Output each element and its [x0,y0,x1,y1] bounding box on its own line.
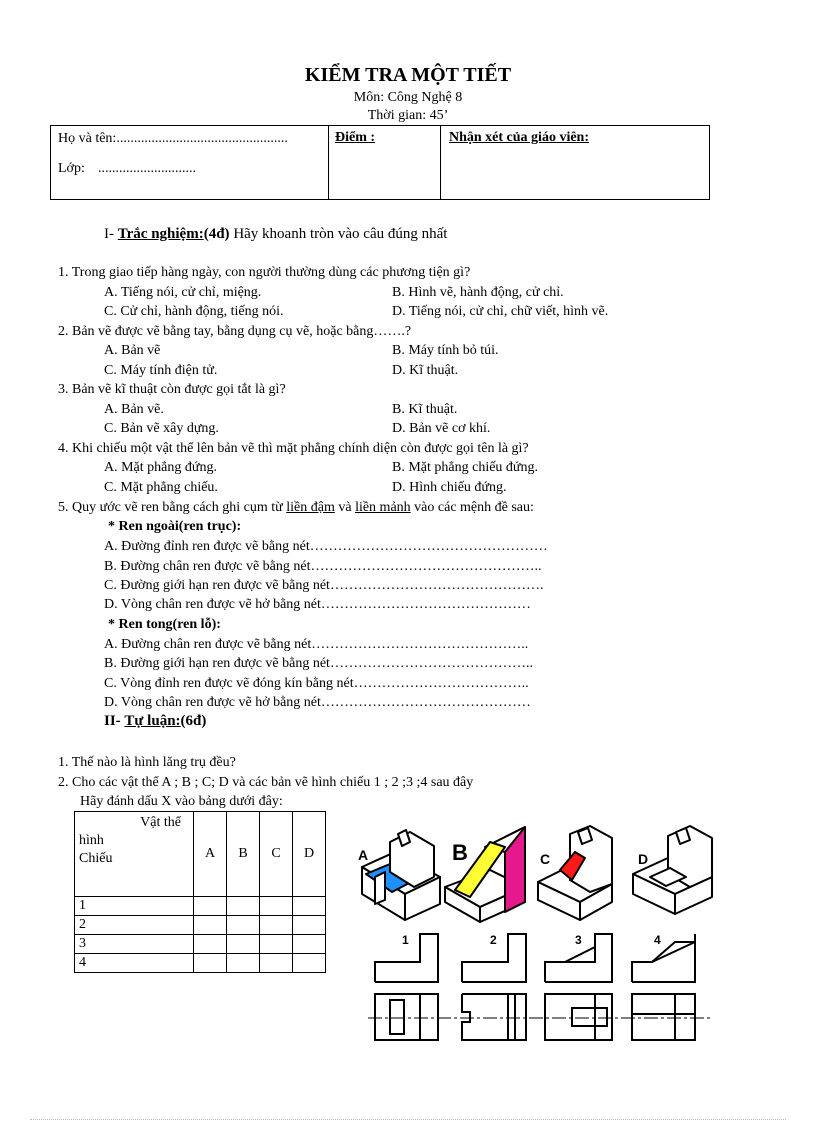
answer-cell[interactable] [260,916,293,935]
answer-option[interactable]: C. Máy tính điện tử. [104,363,218,378]
fill-in-line[interactable]: A. Đường đỉnh ren được vẽ bằng nét…………………………………………… [104,539,548,554]
corner-view-label: hình [79,833,104,848]
page-divider [30,1119,786,1120]
question-text: 2. Bản vẽ được vẽ bằng tay, bằng dụng cụ vẽ, hoặc bằng…….? [58,324,412,339]
student-info-table [50,125,710,200]
question-text: 1. Trong giao tiếp hàng ngày, con người thường dùng các phương tiện gì? [58,265,471,280]
answer-cell[interactable] [260,954,293,973]
answer-cell[interactable] [260,935,293,954]
subject-line: Môn: Công Nghệ 8 [353,90,463,105]
answer-cell[interactable] [227,916,260,935]
part2-heading [104,713,206,730]
answer-cell[interactable] [194,897,227,916]
object-a [362,830,440,920]
class-label: Lớp: [58,161,85,176]
answer-option[interactable]: C. Mặt phẳng chiếu. [104,480,218,495]
answer-option[interactable]: C. Cử chỉ, hành động, tiếng nói. [104,304,284,319]
class-field[interactable]: ............................ [98,161,196,176]
q5-text-part: vào các mệnh đề sau: [414,500,534,515]
answer-cell[interactable] [227,897,260,916]
answer-cell[interactable] [227,935,260,954]
fill-in-line[interactable]: C. Đường giới hạn ren được vẽ bằng nét………………………………………. [104,578,544,593]
view-label: 4 [654,933,661,947]
essay-instruction: Hãy đánh dấu X vào bảng dưới đây: [80,794,283,809]
answer-option[interactable]: B. Hình vẽ, hành động, cử chỉ. [392,285,564,300]
comment-cell [441,126,709,199]
table-row [75,897,326,916]
answer-cell[interactable] [293,916,326,935]
answer-cell[interactable] [194,916,227,935]
corner-object-label: Vật thể [140,815,181,830]
answer-option[interactable]: B. Kĩ thuật. [392,402,458,417]
name-cell [51,126,329,199]
q5-text-part: 5. Quy ước vẽ ren bằng cách ghi cụm từ [58,500,283,515]
outer-thread-heading: * Ren ngoài(ren trục): [108,519,242,534]
table-row [75,954,326,973]
row-header: 1 [75,897,194,916]
table-row [75,935,326,954]
question-5-text [58,500,534,516]
column-header: B [227,812,260,897]
answer-option[interactable]: A. Bản vẽ. [104,402,164,417]
answer-cell[interactable] [194,954,227,973]
answer-cell[interactable] [293,935,326,954]
corner-view-label: Chiếu [79,851,113,866]
fill-in-line[interactable]: B. Đường giới hạn ren được vẽ bằng nét…………………………………….. [104,656,533,671]
object-label: D [638,851,649,867]
table-header-row [75,812,326,897]
answer-cell[interactable] [194,935,227,954]
part1-heading [104,226,447,243]
q5-text-part: và [338,500,352,515]
projection-view-2 [462,934,526,1040]
part1-title: Trắc nghiệm: [117,226,204,242]
answer-option[interactable]: D. Kĩ thuật. [392,363,459,378]
row-header: 4 [75,954,194,973]
answer-option[interactable]: B. Máy tính bỏ túi. [392,343,499,358]
answer-option[interactable]: A. Mặt phẳng đứng. [104,460,217,475]
time-line: Thời gian: 45’ [367,108,449,123]
answer-option[interactable]: A. Tiếng nói, cử chỉ, miệng. [104,285,262,300]
fill-in-line[interactable]: D. Vòng chân ren được vẽ hở bằng nét……………………………………… [104,597,531,612]
part2-title: Tự luận: [124,713,181,729]
table-corner-cell [75,812,194,897]
projection-figure [350,822,720,1052]
answer-option[interactable]: B. Mặt phẳng chiếu đứng. [392,460,539,475]
fill-in-line[interactable]: B. Đường chân ren được vẽ bằng nét………………………………………….. [104,559,542,574]
part2-points: (6đ) [180,713,207,729]
row-header: 3 [75,935,194,954]
answer-option[interactable]: D. Hình chiếu đứng. [392,480,507,495]
projection-view-1 [375,934,438,1040]
page-title: KIỂM TRA MỘT TIẾT [304,64,512,86]
score-cell [329,126,441,199]
column-header: C [260,812,293,897]
answer-cell[interactable] [260,897,293,916]
answer-cell[interactable] [293,897,326,916]
essay-question-1: 1. Thế nào là hình lăng trụ đều? [58,755,236,770]
part2-prefix: II- [104,713,121,729]
matching-table [74,811,326,973]
projection-view-4 [632,934,695,1040]
fill-in-line[interactable]: A. Đường chân ren được vẽ bằng nét……………………………………….. [104,637,529,652]
answer-option[interactable]: D. Tiếng nói, cử chỉ, chữ viết, hình vẽ. [392,304,609,319]
q5-term-thick: liền đậm [286,500,335,515]
inner-thread-heading: * Ren tong(ren lỗ): [108,617,221,632]
answer-option[interactable]: C. Bản vẽ xây dựng. [104,421,219,436]
view-label: 3 [575,933,582,947]
column-header: D [293,812,326,897]
question-text: 4. Khi chiếu một vật thể lên bản vẽ thì mặt phẳng chính diện còn được gọi tên là gì? [58,441,529,456]
fill-in-line[interactable]: C. Vòng đỉnh ren được vẽ đóng kín bằng nét……………………………….. [104,676,529,691]
part1-prefix: I- [104,226,114,242]
object-label: B [452,840,468,865]
q5-term-thin: liền mảnh [355,500,411,515]
essay-question-2: 2. Cho các vật thể A ; B ; C; D và các bản vẽ hình chiếu 1 ; 2 ;3 ;4 sau đây [58,775,474,790]
table-row [75,916,326,935]
part1-instruction: Hãy khoanh tròn vào câu đúng nhất [233,226,448,242]
name-field[interactable]: Họ và tên:................................................. [58,131,288,146]
object-d [633,826,712,914]
object-c [538,826,612,920]
row-header: 2 [75,916,194,935]
view-label: 2 [490,933,497,947]
column-header: A [194,812,227,897]
fill-in-line[interactable]: D. Vòng chân ren được vẽ hở bằng nét……………………………………… [104,695,531,710]
part1-points: (4đ) [203,226,230,242]
answer-option[interactable]: D. Bản vẽ cơ khí. [392,421,491,436]
comment-label: Nhận xét của giáo viên: [449,130,589,145]
question-text: 3. Bản vẽ kĩ thuật còn được gọi tắt là gì? [58,382,286,397]
view-label: 1 [402,933,409,947]
answer-option[interactable]: A. Bản vẽ [104,343,161,358]
object-label: C [540,851,551,867]
object-label: A [358,847,369,863]
projection-view-3 [545,934,612,1040]
answer-cell[interactable] [293,954,326,973]
answer-cell[interactable] [227,954,260,973]
score-label: Điểm : [335,130,376,145]
